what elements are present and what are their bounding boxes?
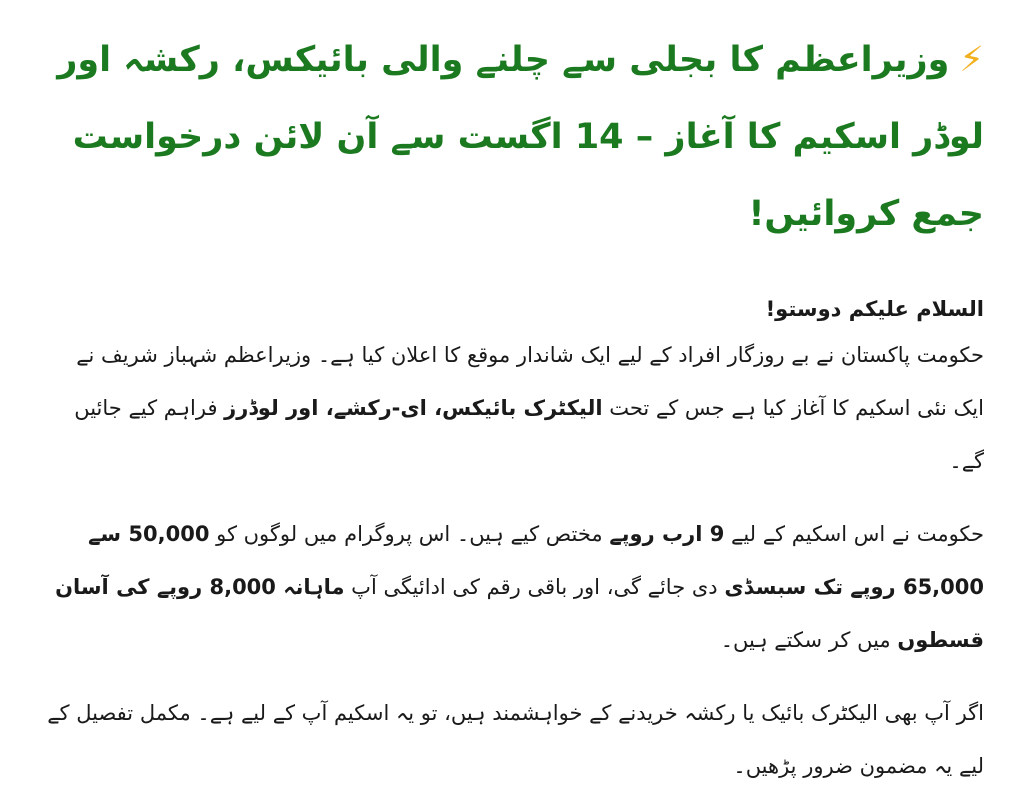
paragraph-intro-text-2: فراہم کیے جائیں گے۔: [74, 396, 984, 473]
paragraph-funding-text-1: حکومت نے اس اسکیم کے لیے: [724, 522, 984, 546]
paragraph-intro: [40, 329, 984, 488]
paragraph-funding-text-4: میں کر سکتے ہیں۔: [720, 628, 898, 652]
paragraph-intro-bold-vehicles: الیکٹرک بائیکس، ای-رکشے، اور لوڈرز: [224, 396, 603, 420]
article: [40, 0, 984, 793]
lightning-bolt-icon: ⚡: [959, 40, 984, 80]
paragraph-funding: [40, 508, 984, 667]
paragraph-funding-bold-installments: ماہانہ 8,000 روپے کی آسان قسطوں: [55, 575, 984, 652]
paragraph-intro-text-1: حکومت پاکستان نے بے روزگار افراد کے لیے ایک شاندار موقع کا اعلان کیا ہے۔ وزیراعظم شہباز شریف نے ایک نئی اسکیم کا آغاز کیا ہے جس کے تحت: [76, 343, 984, 420]
paragraph-funding-bold-budget: 9 ارب روپے: [609, 522, 725, 546]
paragraph-closing: اگر آپ بھی الیکٹرک بائیک یا رکشہ خریدنے کے خواہشمند ہیں، تو یہ اسکیم آپ کے لیے ہے۔ مکمل تفصیل کے لیے یہ مضمون ضرور پڑھیں۔: [47, 701, 984, 778]
article-title: [40, 22, 984, 253]
paragraph-funding-text-2: مختص کیے ہیں۔ اس پروگرام میں لوگوں کو: [209, 522, 610, 546]
paragraph-funding-bold-subsidy: 50,000 سے 65,000 روپے تک سبسڈی: [88, 522, 984, 599]
paragraph-funding-text-3: دی جائے گی، اور باقی رقم کی ادائیگی آپ: [344, 575, 725, 599]
article-title-text: وزیراعظم کا بجلی سے چلنے والی بائیکس، رکشہ اور لوڈر اسکیم کا آغاز – 14 اگست سے آن لائن درخواست جمع کروائیں!: [57, 40, 984, 234]
greeting: السلام علیکم دوستو!: [765, 297, 984, 321]
